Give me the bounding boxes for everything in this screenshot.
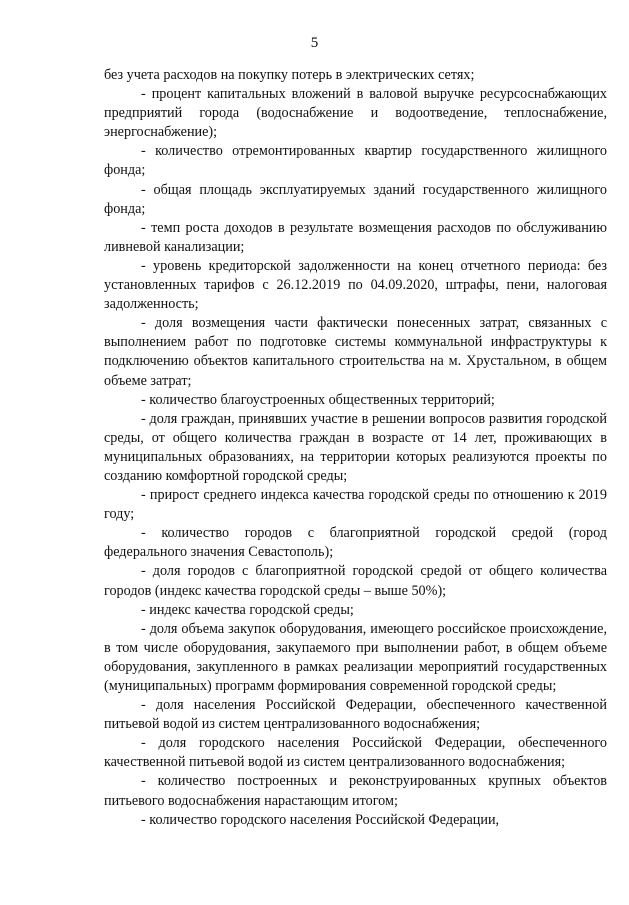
- indicator-paragraph: - количество отремонтированных квартир государственного жилищного фонда;: [104, 143, 607, 179]
- indicator-paragraph: - доля населения Российской Федерации, обеспеченного качественной питьевой водой из систем централизованного водоснабжения;: [104, 697, 607, 733]
- indicator-paragraph: - процент капитальных вложений в валовой выручке ресурсоснабжающих предприятий города (водоснабжение и водоотведение, теплоснабжение, энергоснабжение);: [104, 86, 607, 141]
- indicator-paragraph: - количество построенных и реконструированных крупных объектов питьевого водоснабжения нарастающим итогом;: [104, 773, 607, 809]
- indicator-paragraph: - уровень кредиторской задолженности на конец отчетного периода: без установленных тарифов с 26.12.2019 по 04.09.2020, штрафы, пени, налоговая задолженность;: [104, 257, 607, 313]
- indicator-paragraph: - доля городского населения Российской Федерации, обеспеченного качественной питьевой водой из систем централизованного водоснабжения;: [104, 735, 607, 771]
- indicator-paragraph: - количество благоустроенных общественных территорий;: [141, 391, 495, 408]
- indicator-paragraph: - прирост среднего индекса качества городской среды по отношению к 2019 году;: [104, 487, 607, 523]
- indicator-paragraph: - количество городского населения Российской Федерации,: [141, 811, 500, 828]
- page-number: 5: [310, 35, 319, 51]
- indicator-paragraph: - количество городов с благоприятной городской средой (город федерального значения Севастополь);: [104, 525, 607, 561]
- indicator-paragraph: - индекс качества городской среды;: [141, 601, 354, 618]
- indicator-paragraph: без учета расходов на покупку потерь в электрических сетях;: [104, 67, 475, 83]
- indicator-paragraph: - доля объема закупок оборудования, имеющего российское происхождение, в том числе оборудования, закупаемого при выполнении работ, в общем объеме оборудования, закупленного в рамках реализации мероприятий государственных (муниципальных) программ формирования современной городской среды;: [104, 620, 607, 694]
- indicator-paragraph: - доля городов с благоприятной городской средой от общего количества городов (индекс качества городской среды – выше 50%);: [104, 563, 607, 599]
- indicator-paragraph: - доля граждан, принявших участие в решении вопросов развития городской среды, от общего количества граждан в возрасте от 14 лет, проживающих в муниципальных образованиях, на территории которых реализуются проекты по созданию комфортной городской среды;: [104, 410, 607, 484]
- indicator-paragraph: - доля возмещения части фактически понесенных затрат, связанных с выполнением работ по подготовке системы коммунальной инфраструктуры к подключению объектов капитального строительства на м. Хрустальном, в общем объеме затрат;: [104, 315, 607, 389]
- indicator-paragraph: - общая площадь эксплуатируемых зданий государственного жилищного фонда;: [104, 181, 607, 217]
- document-body: [104, 66, 607, 830]
- indicator-paragraph: - темп роста доходов в результате возмещения расходов по обслуживанию ливневой канализации;: [104, 219, 607, 255]
